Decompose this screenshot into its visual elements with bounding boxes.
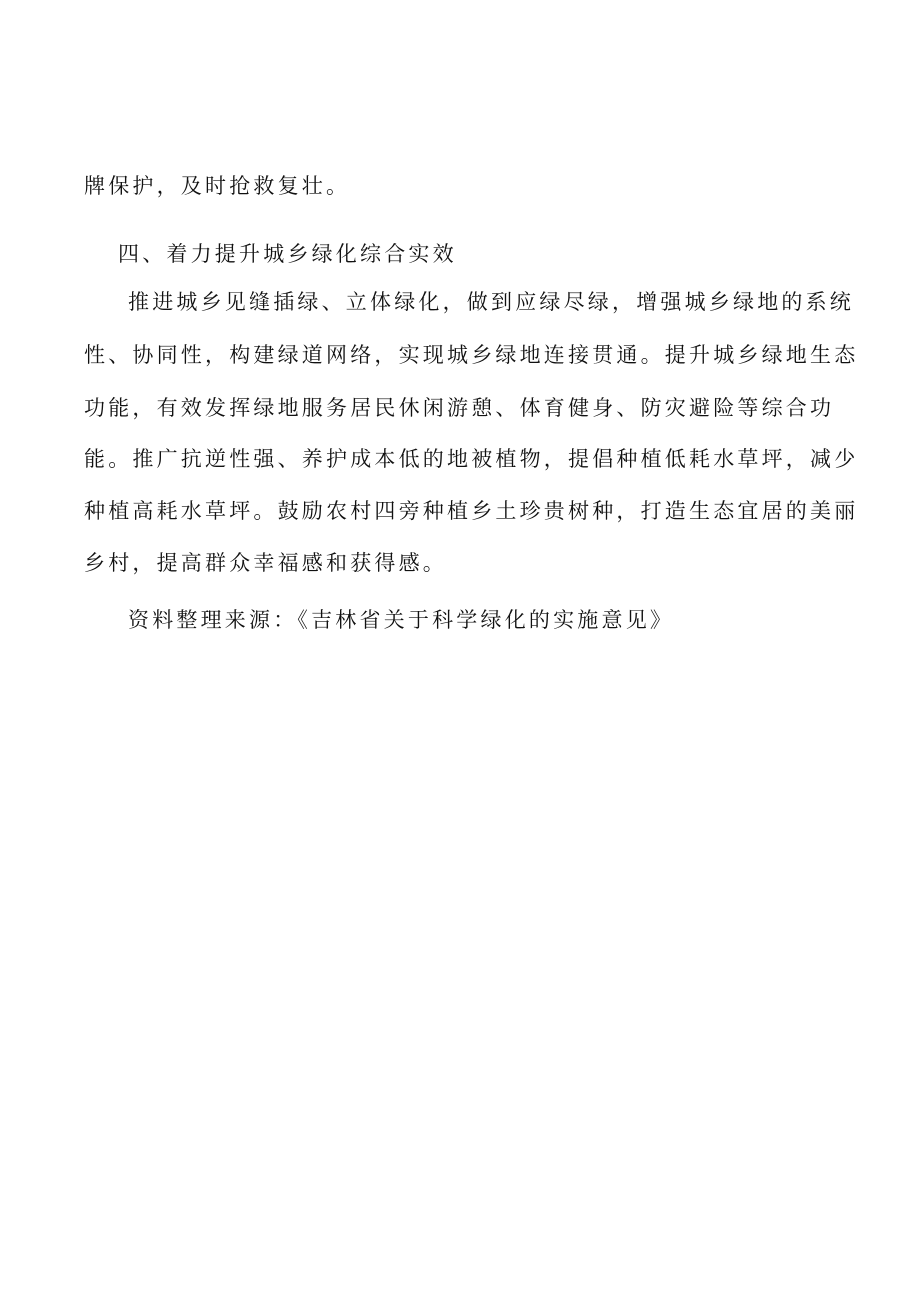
paragraph-line: 乡村，提高群众幸福感和获得感。 [84,551,447,575]
paragraph-line: 推进城乡见缝插绿、立体绿化，做到应绿尽绿，增强城乡绿地的系统 [128,290,854,314]
paragraph-line: 性、协同性，构建绿道网络，实现城乡绿地连接贯通。提升城乡绿地生态 [84,343,859,367]
paragraph-line: 种植高耗水草坪。鼓励农村四旁种植乡土珍贵树种，打造生态宜居的美丽 [84,499,859,523]
source-note: 资料整理来源：《吉林省关于科学绿化的实施意见》 [128,608,675,632]
paragraph-line: 能。推广抗逆性强、养护成本低的地被植物，提倡种植低耗水草坪，减少 [84,447,859,471]
continuation-line: 牌保护，及时抢救复壮。 [84,174,351,198]
section-heading: 四、着力提升城乡绿化综合实效 [118,242,457,266]
paragraph-line: 功能，有效发挥绿地服务居民休闲游憩、体育健身、防灾避险等综合功 [84,396,835,420]
